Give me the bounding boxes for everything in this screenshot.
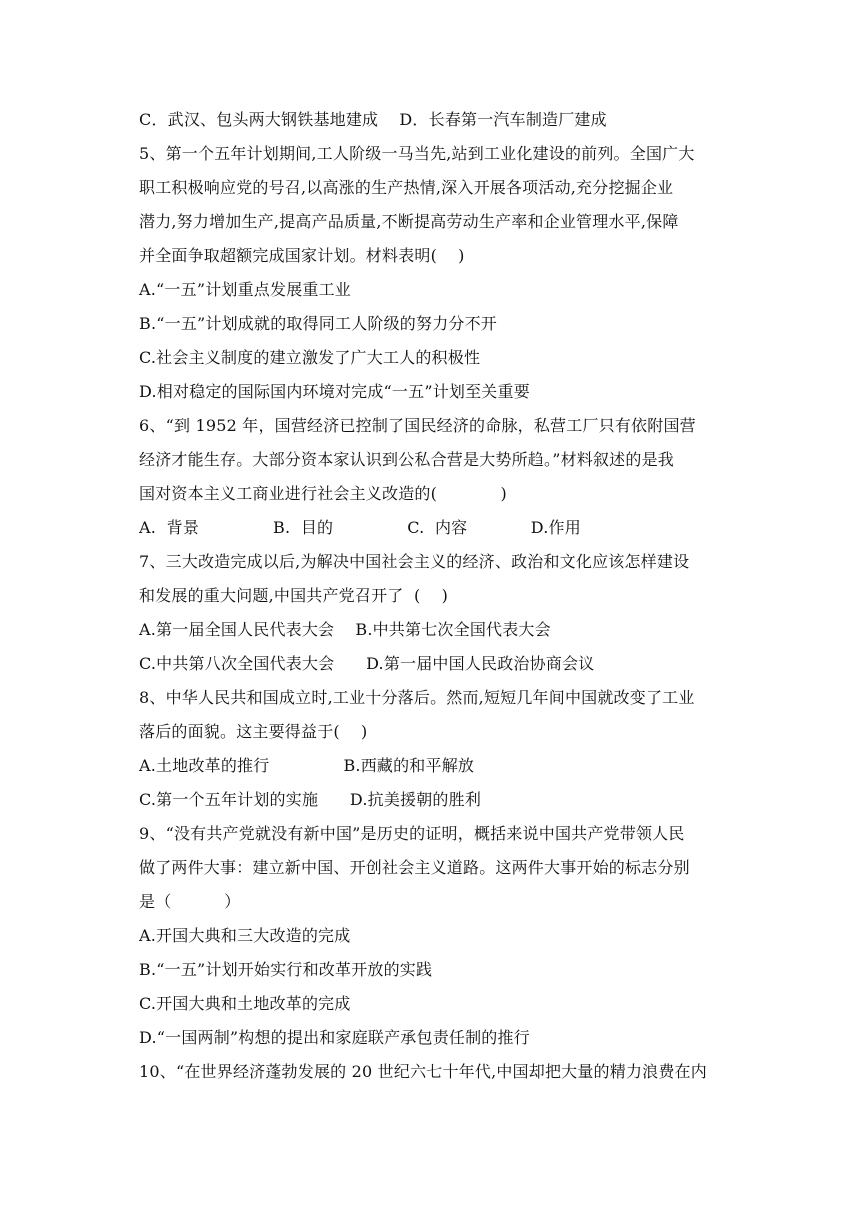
- question-9-option-c: C.开国大典和土地改革的完成: [139, 994, 351, 1013]
- question-7-stem-line-2: 和发展的重大问题,中国共产党召开了 ( ): [139, 586, 449, 605]
- question-7-options-cd: C.中共第八次全国代表大会 D.第一届中国人民政治协商会议: [139, 654, 595, 673]
- question-10-stem-line-1: 10、“在世界经济蓬勃发展的 20 世纪六七十年代,中国却把大量的精力浪费在内: [139, 1062, 707, 1081]
- question-6-stem-line-1: 6、“到 1952 年，国营经济已控制了国民经济的命脉，私营工厂只有依附国营: [139, 416, 696, 435]
- question-9-stem-line-2: 做了两件大事：建立新中国、开创社会主义道路。这两件大事开始的标志分别: [139, 858, 690, 877]
- question-5-stem-line-3: 潜力,努力增加生产,提高产品质量,不断提高劳动生产率和企业管理水平,保障: [139, 212, 679, 231]
- question-8-options-cd: C.第一个五年计划的实施 D.抗美援朝的胜利: [139, 790, 482, 809]
- question-5-option-b: B.“一五”计划成就的取得同工人阶级的努力分不开: [139, 314, 498, 333]
- question-9-option-b: B.“一五”计划开始实行和改革开放的实践: [139, 960, 433, 979]
- question-9-stem-line-3: 是（ ）: [139, 892, 241, 911]
- question-5-stem-line-2: 职工积极响应党的号召,以高涨的生产热情,深入开展各项活动,充分挖掘企业: [139, 178, 674, 197]
- question-5-stem-line-1: 5、第一个五年计划期间,工人阶级一马当先,站到工业化建设的前列。全国广大: [139, 144, 695, 163]
- question-9-option-d: D.“一国两制”构想的提出和家庭联产承包责任制的推行: [139, 1028, 530, 1047]
- question-8-stem-line-1: 8、中华人民共和国成立时,工业十分落后。然而,短短几年间中国就改变了工业: [139, 688, 695, 707]
- question-5-stem-line-4: 并全面争取超额完成国家计划。材料表明( ): [139, 246, 465, 265]
- question-9-option-a: A.开国大典和三大改造的完成: [139, 926, 351, 945]
- question-8-stem-line-2: 落后的面貌。这主要得益于( ): [139, 722, 368, 741]
- question-5-option-a: A.“一五”计划重点发展重工业: [139, 280, 352, 299]
- question-6-stem-line-2: 经济才能生存。大部分资本家认识到公私合营是大势所趋。”材料叙述的是我: [139, 450, 674, 469]
- question-8-options-ab: A.土地改革的推行 B.西藏的和平解放: [139, 756, 475, 775]
- option-line-q4-cd: C．武汉、包头两大钢铁基地建成 D．长春第一汽车制造厂建成: [139, 110, 607, 129]
- question-7-stem-line-1: 7、三大改造完成以后,为解决中国社会主义的经济、政治和文化应该怎样建设: [139, 552, 690, 571]
- question-9-stem-line-1: 9、“没有共产党就没有新中国”是历史的证明，概括来说中国共产党带领人民: [139, 824, 685, 843]
- question-5-option-c: C.社会主义制度的建立激发了广大工人的积极性: [139, 348, 481, 367]
- question-6-stem-line-3: 国对资本主义工商业进行社会主义改造的( ): [139, 484, 507, 503]
- question-7-options-ab: A.第一届全国人民代表大会 B.中共第七次全国代表大会: [139, 620, 551, 639]
- question-6-options: A. 背景 B. 目的 C. 内容 D.作用: [139, 518, 581, 537]
- question-5-option-d: D.相对稳定的国际国内环境对完成“一五”计划至关重要: [139, 382, 530, 401]
